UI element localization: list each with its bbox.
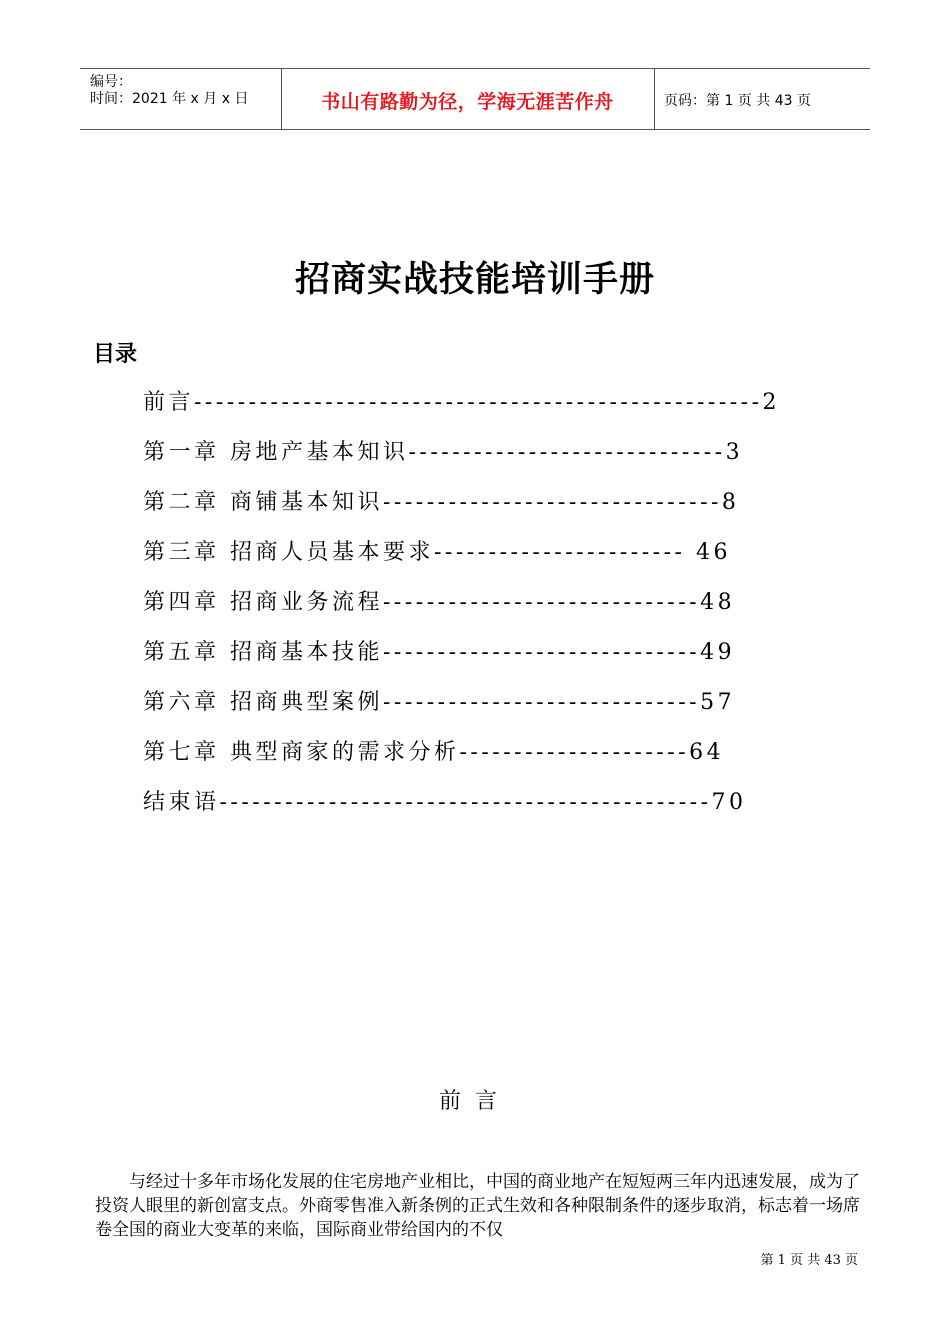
toc-entry-chapter-7[interactable]: 第七章 典型商家的需求分析---------------------64 [143,740,725,765]
toc-entry-chapter-2[interactable]: 第二章 商铺基本知识-------------------------------8 [143,490,740,515]
document-number-label: 编号： [90,74,132,90]
toc-entry-preface[interactable]: 前言----------------------------------------------------2 [143,390,781,415]
table-of-contents [143,386,823,836]
document-date-label: 时间：2021 年 x 月 x 日 [90,91,249,107]
header-meta-cell [80,69,282,129]
toc-entry-chapter-1[interactable]: 第一章 房地产基本知识-----------------------------3 [143,440,744,465]
footer-page-number: 第 1 页 共 43 页 [760,1253,858,1268]
toc-entry-chapter-3[interactable]: 第三章 招商人员基本要求----------------------- 46 [143,540,731,565]
header-page-cell [654,69,870,129]
header-motto: 书山有路勤为径，学海无涯苦作舟 [321,91,614,113]
header-motto-cell [281,69,655,129]
toc-entry-chapter-4[interactable]: 第四章 招商业务流程-----------------------------48 [143,590,736,615]
document-title: 招商实战技能培训手册 [294,260,655,300]
toc-entry-chapter-6[interactable]: 第六章 招商典型案例-----------------------------57 [143,690,736,715]
toc-entry-chapter-5[interactable]: 第五章 招商基本技能-----------------------------49 [143,640,736,665]
toc-entry-conclusion[interactable]: 结束语---------------------------------------------70 [143,790,747,815]
toc-heading: 目录 [93,342,138,367]
preface-heading: 前言 [438,1089,511,1114]
header-page-number: 页码：第 1 页 共 43 页 [664,93,811,109]
page-header [80,68,870,130]
preface-paragraph: 与经过十多年市场化发展的住宅房地产业相比，中国的商业地产在短短两三年内迅速发展，成为了投资人眼里的新创富支点。外商零售准入新条例的正式生效和各种限制条件的逐步取消，标志着一场席卷全国的商业大变革的来临，国际商业带给国内的不仅 [95,1172,860,1240]
